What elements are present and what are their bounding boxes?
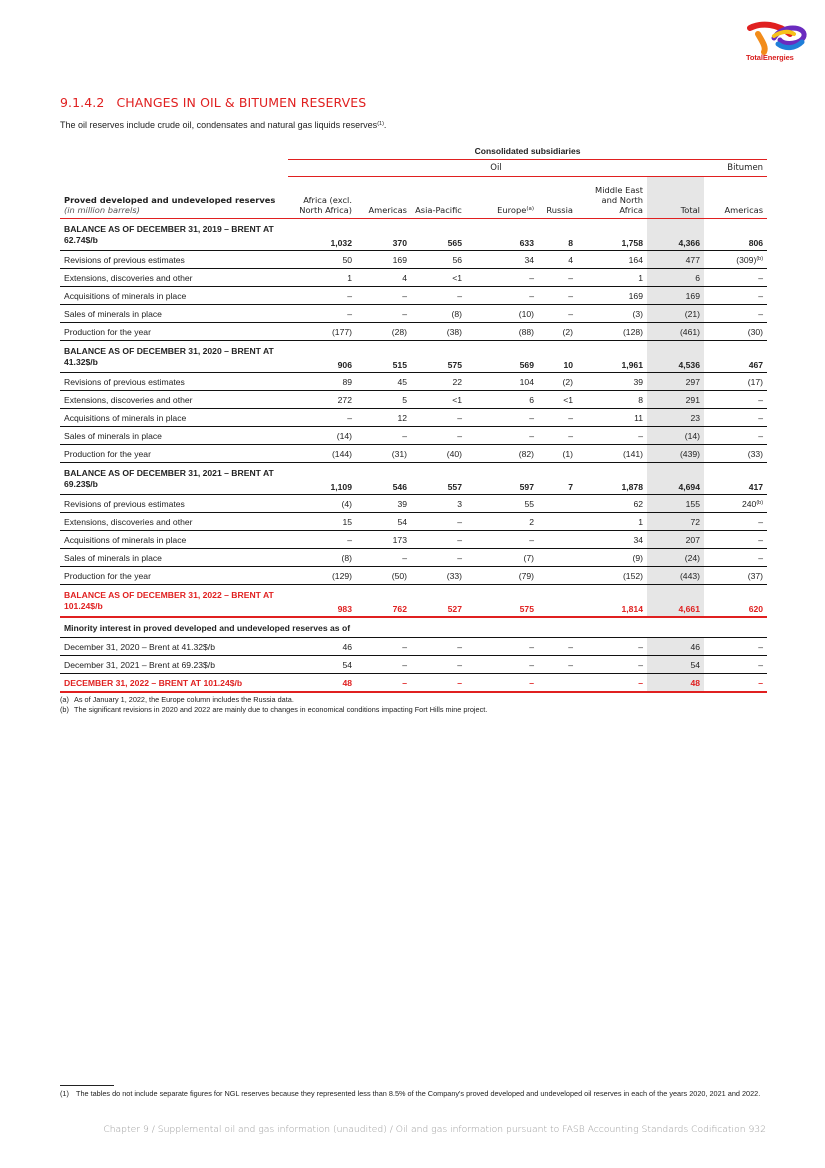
row-label: Revisions of previous estimates [60,373,288,391]
cell-russia [538,531,577,549]
cell-total: 6 [647,269,704,287]
cell-asia-pacific: – [411,674,466,693]
cell-europe: (79) [466,567,538,585]
oil-header: Oil [288,160,704,177]
row-label: Revisions of previous estimates [60,495,288,513]
cell-mena: – [577,674,647,693]
cell-russia: 7 [538,463,577,495]
cell-asia-pacific: – [411,409,466,427]
cell-europe: 55 [466,495,538,513]
col-mena: Middle East and North Africa [577,177,647,219]
cell-americas: 546 [356,463,411,495]
cell-bitumen: 417 [704,463,767,495]
cell-russia [538,567,577,585]
cell-africa: 89 [288,373,356,391]
cell-europe: (88) [466,323,538,341]
cell-mena: 169 [577,287,647,305]
row-label: BALANCE AS OF DECEMBER 31, 2021 – BRENT AT 69.23$/b [60,463,288,495]
cell-asia-pacific: (40) [411,445,466,463]
cell-europe: 633 [466,219,538,251]
cell-europe: (82) [466,445,538,463]
cell-total: 46 [647,638,704,656]
cell-bitumen: – [704,287,767,305]
cell-mena: (9) [577,549,647,567]
cell-total: 4,661 [647,585,704,618]
cell-asia-pacific: 527 [411,585,466,618]
table-row [60,219,767,251]
cell-europe: – [466,638,538,656]
cell-europe: 2 [466,513,538,531]
page-footer: Chapter 9 / Supplemental oil and gas information (unaudited) / Oil and gas information pursuant to FASB Accounting Standards Codification 932 [103,1124,766,1135]
cell-americas: 39 [356,495,411,513]
cell-africa: 50 [288,251,356,269]
cell-africa: (144) [288,445,356,463]
cell-asia-pacific: 22 [411,373,466,391]
cell-total: (461) [647,323,704,341]
cell-bitumen: 467 [704,341,767,373]
cell-africa: – [288,531,356,549]
cell-europe: – [466,656,538,674]
cell-americas: 54 [356,513,411,531]
minority-table-body [60,638,767,693]
cell-americas: 370 [356,219,411,251]
cell-bitumen: (30) [704,323,767,341]
table-row [60,373,767,391]
cell-bitumen: – [704,513,767,531]
cell-russia [538,495,577,513]
unit-label: (in million barrels) [64,205,140,215]
cell-asia-pacific: <1 [411,391,466,409]
cell-russia [538,585,577,618]
cell-total: (21) [647,305,704,323]
cell-europe: (7) [466,549,538,567]
cell-bitumen: 620 [704,585,767,618]
table-row [60,549,767,567]
cell-total: 48 [647,674,704,693]
section-number: 9.1.4.2 [60,95,105,110]
table-row [60,463,767,495]
row-label: Extensions, discoveries and other [60,513,288,531]
row-label: Revisions of previous estimates [60,251,288,269]
cell-russia: – [538,656,577,674]
row-label: Extensions, discoveries and other [60,391,288,409]
cell-russia [538,674,577,693]
col-africa: Africa (excl. North Africa) [288,177,356,219]
cell-americas: – [356,427,411,445]
cell-mena: (141) [577,445,647,463]
cell-russia: – [538,409,577,427]
cell-africa: 983 [288,585,356,618]
row-label: BALANCE AS OF DECEMBER 31, 2020 – BRENT AT 41.32$/b [60,341,288,373]
section-title [60,95,366,110]
cell-americas: 169 [356,251,411,269]
table-row [60,638,767,656]
cell-europe: 597 [466,463,538,495]
cell-russia: – [538,305,577,323]
table-row [60,305,767,323]
table-row [60,251,767,269]
cell-asia-pacific: (33) [411,567,466,585]
cell-africa: (177) [288,323,356,341]
note-a: (a) As of January 1, 2022, the Europe column includes the Russia data. [60,695,294,704]
cell-asia-pacific: – [411,656,466,674]
cell-russia: 4 [538,251,577,269]
cell-russia: (2) [538,373,577,391]
cell-bitumen: (37) [704,567,767,585]
cell-africa: 48 [288,674,356,693]
table-row [60,341,767,373]
cell-americas: 12 [356,409,411,427]
cell-russia [538,513,577,531]
cell-americas: – [356,638,411,656]
cell-asia-pacific: <1 [411,269,466,287]
cell-russia: <1 [538,391,577,409]
cell-bitumen: – [704,549,767,567]
cell-total: 23 [647,409,704,427]
cell-asia-pacific: – [411,549,466,567]
cell-europe: – [466,531,538,549]
table-row [60,287,767,305]
cell-russia: – [538,427,577,445]
cell-mena: 1,758 [577,219,647,251]
cell-total: 4,536 [647,341,704,373]
row-label: Extensions, discoveries and other [60,269,288,287]
consolidated-subsidiaries-header: Consolidated subsidiaries [288,143,767,160]
cell-americas: (50) [356,567,411,585]
cell-mena: 1 [577,513,647,531]
cell-asia-pacific: (8) [411,305,466,323]
cell-mena: (128) [577,323,647,341]
cell-americas: – [356,674,411,693]
cell-americas: (31) [356,445,411,463]
row-label: BALANCE AS OF DECEMBER 31, 2019 – BRENT AT 62.74$/b [60,219,288,251]
col-total: Total [647,177,704,219]
cell-mena: 39 [577,373,647,391]
col-russia: Russia [538,177,577,219]
cell-russia [538,549,577,567]
cell-bitumen: – [704,409,767,427]
col-bitumen-americas: Americas [704,177,767,219]
table-notes [60,695,487,714]
logo-wordmark: TotalEnergies [746,53,794,62]
cell-total: 477 [647,251,704,269]
cell-total: 54 [647,656,704,674]
row-label: Production for the year [60,445,288,463]
cell-mena: – [577,656,647,674]
table-row [60,656,767,674]
cell-europe: – [466,674,538,693]
cell-bitumen: – [704,427,767,445]
reserves-table-body [60,219,767,618]
cell-mena: 34 [577,531,647,549]
cell-total: 4,366 [647,219,704,251]
intro-text: The oil reserves include crude oil, condensates and natural gas liquids reserves$^{(1)}$. [60,120,387,130]
cell-africa: – [288,305,356,323]
cell-total: (14) [647,427,704,445]
table-row [60,445,767,463]
cell-africa: (14) [288,427,356,445]
cell-africa: 272 [288,391,356,409]
cell-mena: 8 [577,391,647,409]
cell-mena: (152) [577,567,647,585]
cell-africa: (4) [288,495,356,513]
note-b: (b) The significant revisions in 2020 and 2022 are mainly due to changes in economical conditions impacting Fort Hills mine project. [60,704,488,714]
cell-asia-pacific: 565 [411,219,466,251]
cell-africa: 1,109 [288,463,356,495]
cell-bitumen: 240$^{(b)}$ [704,495,767,513]
cell-russia: – [538,287,577,305]
cell-americas: – [356,656,411,674]
cell-asia-pacific: 3 [411,495,466,513]
cell-total: 155 [647,495,704,513]
section-title-text: CHANGES IN OIL & BITUMEN RESERVES [116,95,367,110]
cell-mena: 11 [577,409,647,427]
cell-europe: 6 [466,391,538,409]
table-row [60,674,767,693]
cell-africa: 906 [288,341,356,373]
footnote-ref: (1) [377,121,384,127]
cell-bitumen: – [704,531,767,549]
table-row [60,427,767,445]
cell-total: 4,694 [647,463,704,495]
cell-total: 291 [647,391,704,409]
minority-interest-table [60,619,767,693]
table-row [60,531,767,549]
cell-russia: – [538,638,577,656]
cell-americas: 45 [356,373,411,391]
cell-bitumen: – [704,656,767,674]
cell-bitumen: 806 [704,219,767,251]
col-americas: Americas [356,177,411,219]
cell-mena: 1,814 [577,585,647,618]
row-label: Sales of minerals in place [60,427,288,445]
cell-africa: 1,032 [288,219,356,251]
cell-europe: – [466,269,538,287]
row-label: Sales of minerals in place [60,305,288,323]
row-label: December 31, 2020 – Brent at 41.32$/b [60,638,288,656]
cell-americas: 173 [356,531,411,549]
cell-europe: 569 [466,341,538,373]
table-row [60,409,767,427]
col-asia-pacific: Asia-Pacific [411,177,466,219]
cell-asia-pacific: – [411,513,466,531]
cell-bitumen: – [704,638,767,656]
cell-bitumen: $(309)^{(b)}$ [704,251,767,269]
bitumen-header: Bitumen [704,160,767,177]
footnote: (1) The tables do not include separate figures for NGL reserves because they represented less than 8.5% of the Company's proved developed and undeveloped oil reserves in each of the years 2020, 2021 and 2022. [60,1089,761,1098]
cell-americas: (28) [356,323,411,341]
table-row [60,269,767,287]
row-label: Production for the year [60,567,288,585]
cell-americas: – [356,287,411,305]
cell-americas: 762 [356,585,411,618]
cell-mena: 1,961 [577,341,647,373]
table-row [60,567,767,585]
cell-asia-pacific: – [411,531,466,549]
cell-africa: 15 [288,513,356,531]
cell-europe: 104 [466,373,538,391]
cell-mena: 1 [577,269,647,287]
cell-total: (443) [647,567,704,585]
table-row [60,495,767,513]
cell-russia: 10 [538,341,577,373]
row-label: Acquisitions of minerals in place [60,531,288,549]
cell-americas: – [356,549,411,567]
cell-total: 72 [647,513,704,531]
cell-americas: 5 [356,391,411,409]
cell-total: 297 [647,373,704,391]
cell-africa: 54 [288,656,356,674]
cell-bitumen: – [704,269,767,287]
cell-bitumen: (33) [704,445,767,463]
row-label: Acquisitions of minerals in place [60,287,288,305]
footnote-divider [60,1085,114,1086]
cell-africa: 46 [288,638,356,656]
row-label-header: Proved developed and undeveloped reserves (in million barrels) [60,177,288,219]
row-label: Sales of minerals in place [60,549,288,567]
minority-title: Minority interest in proved developed and undeveloped reserves as of [60,619,767,638]
cell-africa: (129) [288,567,356,585]
cell-asia-pacific: 557 [411,463,466,495]
cell-total: 169 [647,287,704,305]
cell-asia-pacific: – [411,638,466,656]
table-row [60,513,767,531]
cell-americas: 515 [356,341,411,373]
row-label: DECEMBER 31, 2022 – BRENT AT 101.24$/b [60,674,288,693]
cell-europe: 575 [466,585,538,618]
cell-africa: (8) [288,549,356,567]
cell-russia: – [538,269,577,287]
row-label: December 31, 2021 – Brent at 69.23$/b [60,656,288,674]
cell-asia-pacific: – [411,427,466,445]
cell-europe: – [466,427,538,445]
cell-americas: – [356,305,411,323]
cell-europe: – [466,287,538,305]
cell-africa: 1 [288,269,356,287]
table-row [60,585,767,618]
row-label: Acquisitions of minerals in place [60,409,288,427]
row-label: Production for the year [60,323,288,341]
cell-africa: – [288,287,356,305]
cell-asia-pacific: (38) [411,323,466,341]
col-europe: Europe$^{(a)}$ [466,177,538,219]
cell-russia: (1) [538,445,577,463]
cell-mena: (3) [577,305,647,323]
cell-americas: 4 [356,269,411,287]
cell-europe: – [466,409,538,427]
cell-europe: 34 [466,251,538,269]
cell-total: (439) [647,445,704,463]
cell-mena: – [577,638,647,656]
cell-russia: 8 [538,219,577,251]
cell-mena: 164 [577,251,647,269]
cell-mena: – [577,427,647,445]
cell-total: 207 [647,531,704,549]
cell-bitumen: – [704,674,767,693]
cell-mena: 1,878 [577,463,647,495]
cell-russia: (2) [538,323,577,341]
cell-bitumen: (17) [704,373,767,391]
cell-bitumen: – [704,391,767,409]
cell-asia-pacific: 575 [411,341,466,373]
cell-asia-pacific: – [411,287,466,305]
cell-mena: 62 [577,495,647,513]
table-row [60,391,767,409]
cell-total: (24) [647,549,704,567]
oil-bitumen-reserves-table [60,143,767,618]
table-row [60,323,767,341]
cell-asia-pacific: 56 [411,251,466,269]
cell-bitumen: – [704,305,767,323]
cell-europe: (10) [466,305,538,323]
row-label: BALANCE AS OF DECEMBER 31, 2022 – BRENT AT 101.24$/b [60,585,288,618]
cell-africa: – [288,409,356,427]
